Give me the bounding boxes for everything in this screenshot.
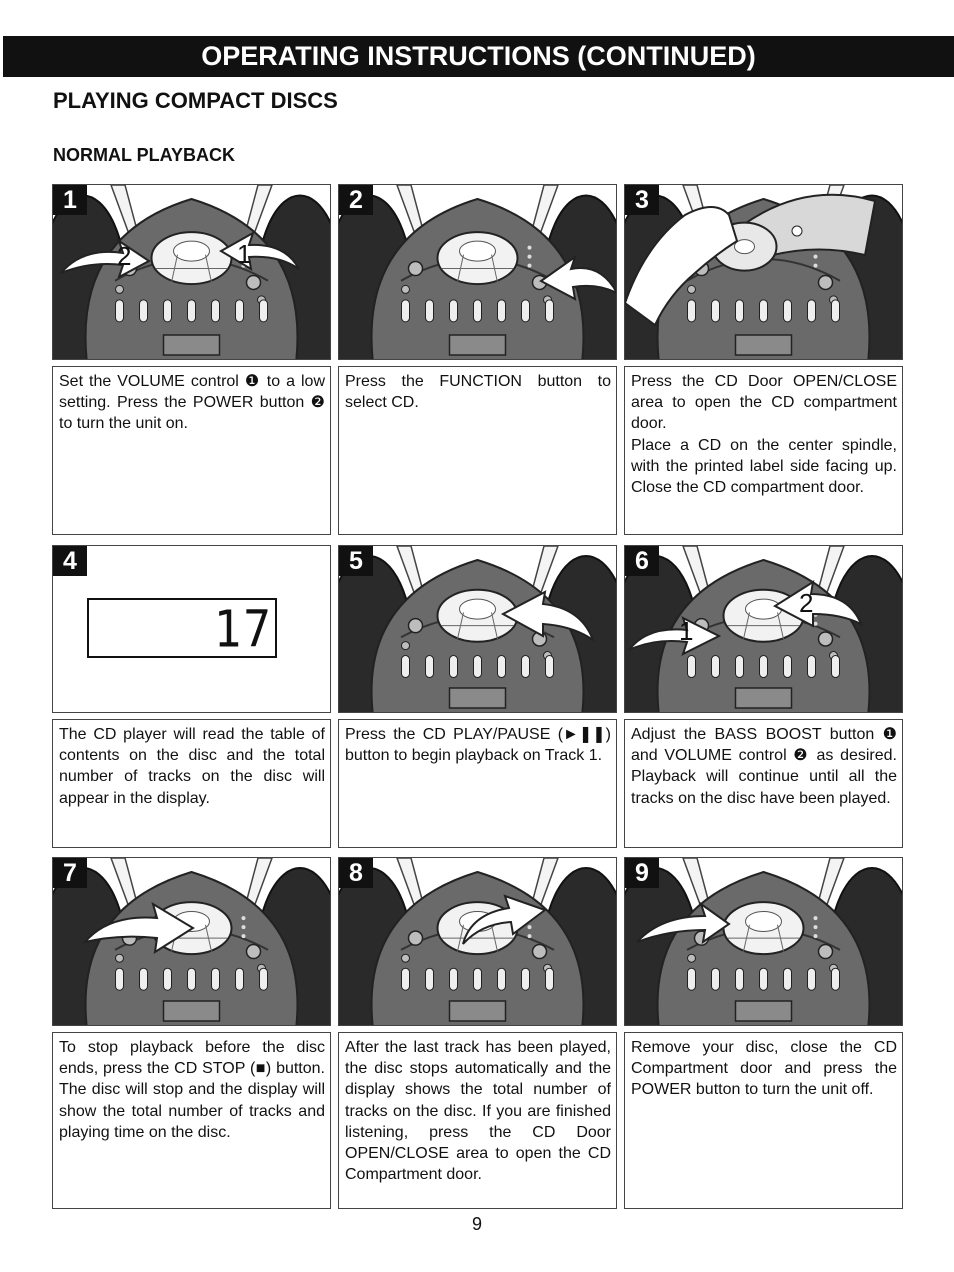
- callout-number: 2: [799, 588, 814, 618]
- step-instruction: [338, 1032, 617, 1209]
- subsection-title: NORMAL PLAYBACK: [53, 145, 236, 165]
- step-instruction: [338, 719, 617, 848]
- step-number-badge: 8: [339, 858, 373, 888]
- instruction-paragraph: To stop playback before the disc ends, press the CD STOP (■) button. The disc will stop and the display will show the total number of tracks and playing time on the disc.: [59, 1039, 325, 1141]
- step-illustration: [52, 857, 331, 1026]
- instruction-paragraph: After the last track has been played, the disc stops automatically and the display shows the total number of tracks on the disc. If you are finished listening, press the CD Door OPEN/CLOSE area to open the CD Compartment door.: [345, 1039, 611, 1184]
- step-illustration: [624, 184, 903, 360]
- lcd-track-count: 17: [213, 599, 273, 659]
- step-illustration: [338, 545, 617, 713]
- step-instruction: [52, 366, 331, 535]
- step-number-badge: 1: [53, 185, 87, 215]
- instruction-paragraph: Place a CD on the center spindle, with the printed label side facing up. Close the CD compartment door.: [631, 436, 897, 497]
- step-illustration: [52, 184, 331, 360]
- page-number: 9: [471, 1214, 482, 1234]
- instruction-paragraph: Press the CD PLAY/PAUSE (►❚❚) button to begin playback on Track 1.: [345, 726, 611, 765]
- step-instruction: [52, 719, 331, 848]
- page-banner: OPERATING INSTRUCTIONS (CONTINUED): [3, 36, 954, 77]
- step-illustration: [338, 184, 617, 360]
- callout-number: 2: [117, 241, 132, 271]
- step-instruction: [52, 1032, 331, 1209]
- step-illustration: [624, 545, 903, 713]
- instruction-paragraph: Remove your disc, close the CD Compartment door and press the POWER button to turn the unit off.: [631, 1039, 897, 1099]
- step-number-badge: 4: [53, 546, 87, 576]
- instruction-paragraph: Press the CD Door OPEN/CLOSE area to open the CD compartment door.: [631, 373, 897, 433]
- instruction-paragraph: Set the VOLUME control ❶ to a low setting. Press the POWER button ❷ to turn the unit on.: [59, 373, 325, 433]
- instruction-paragraph: Adjust the BASS BOOST button ❶ and VOLUME control ❷ as desired. Playback will continue until all the tracks on the disc have been played.: [631, 726, 897, 807]
- step-number-badge: 9: [625, 858, 659, 888]
- step-instruction: [624, 719, 903, 848]
- section-title: PLAYING COMPACT DISCS: [53, 88, 338, 113]
- step-instruction: [624, 1032, 903, 1209]
- instruction-paragraph: Press the FUNCTION button to select CD.: [345, 373, 611, 412]
- step-number-badge: 2: [339, 185, 373, 215]
- step-illustration: [624, 857, 903, 1026]
- step-illustration: [338, 857, 617, 1026]
- callout-number: 1: [679, 616, 694, 646]
- callout-number: 1: [237, 239, 252, 269]
- step-illustration: [52, 545, 331, 713]
- step-number-badge: 5: [339, 546, 373, 576]
- step-instruction: [338, 366, 617, 535]
- step-number-badge: 3: [625, 185, 659, 215]
- step-number-badge: 6: [625, 546, 659, 576]
- instruction-paragraph: The CD player will read the table of contents on the disc and the total number of tracks on the disc will appear in the display.: [59, 726, 325, 807]
- step-instruction: [624, 366, 903, 535]
- step-number-badge: 7: [53, 858, 87, 888]
